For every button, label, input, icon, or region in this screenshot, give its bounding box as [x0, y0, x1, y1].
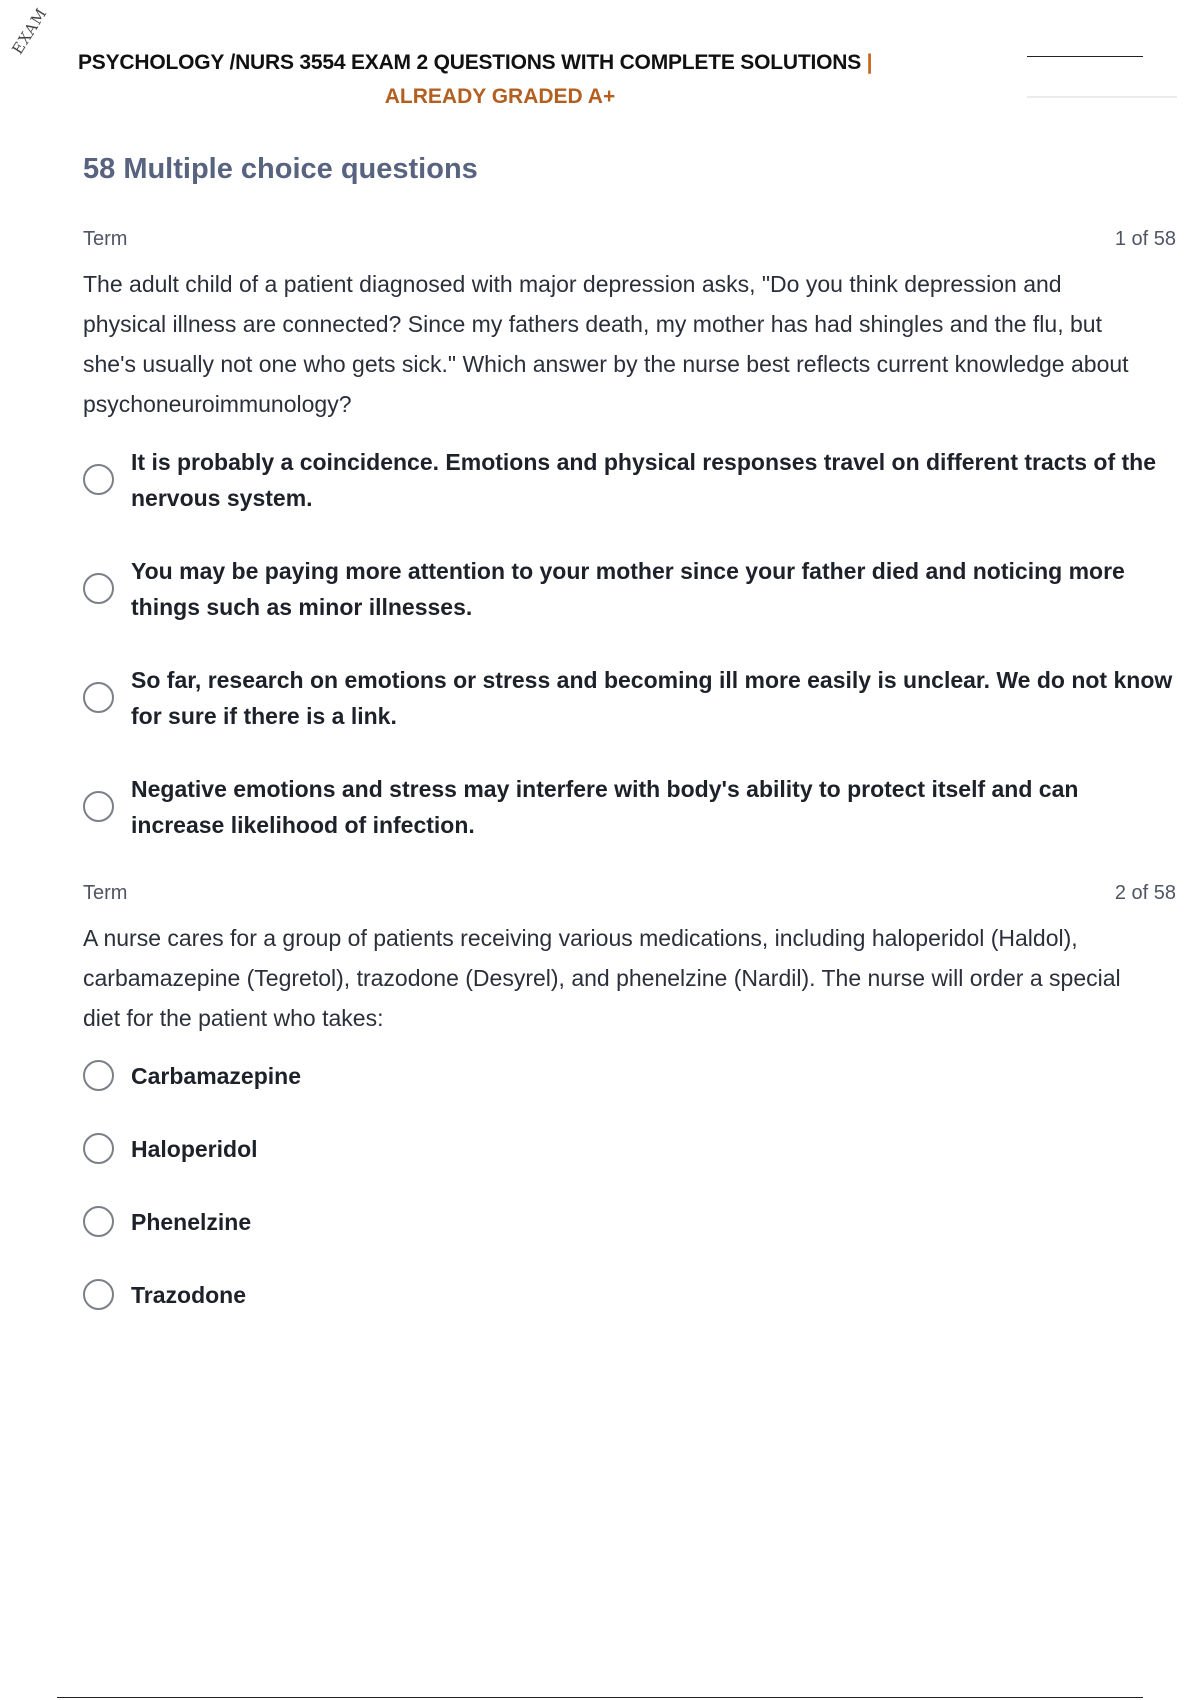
section-title: 58 Multiple choice questions	[83, 153, 478, 185]
term-card	[83, 882, 1176, 1350]
answer-option[interactable]	[83, 662, 1176, 734]
answer-options	[83, 444, 1176, 843]
radio-button-icon[interactable]	[83, 682, 114, 713]
answer-option-text: Trazodone	[131, 1282, 247, 1308]
answer-option-text: Carbamazepine	[131, 1063, 302, 1089]
answer-option[interactable]	[83, 1058, 1176, 1094]
answer-option-text: Negative emotions and stress may interfere with body's ability to protect itself and can increase likelihood of infection.	[131, 776, 1079, 838]
answer-option[interactable]	[83, 444, 1176, 516]
document-subtitle: ALREADY GRADED A+	[384, 85, 616, 108]
document-title	[78, 51, 948, 75]
header-rule-light	[1027, 96, 1177, 98]
answer-options	[83, 1058, 1176, 1313]
radio-button-icon[interactable]	[83, 1279, 114, 1310]
radio-button-icon[interactable]	[83, 1060, 114, 1091]
footer-rule	[57, 1697, 1143, 1698]
answer-option-text: You may be paying more attention to your mother since your father died and noticing more things such as minor illnesses.	[131, 558, 1125, 620]
answer-option[interactable]	[83, 553, 1176, 625]
radio-button-icon[interactable]	[83, 573, 114, 604]
answer-option[interactable]	[83, 1277, 1176, 1313]
term-label: Term	[83, 228, 128, 250]
radio-button-icon[interactable]	[83, 791, 114, 822]
answer-option[interactable]	[83, 1204, 1176, 1240]
term-counter: 1 of 58	[1114, 228, 1176, 250]
answer-option-text: So far, research on emotions or stress and becoming ill more easily is unclear. We do not know for sure if there is a link.	[131, 667, 1173, 729]
header-rule	[1027, 56, 1143, 57]
radio-button-icon[interactable]	[83, 464, 114, 495]
title-separator: |	[866, 51, 873, 74]
question-text: A nurse cares for a group of patients receiving various medications, including haloperidol (Haldol), carbamazepine (Tegretol), trazodone (Desyrel), and phenelzine (Nardil). The nurse will order a special diet for the patient who takes:	[83, 925, 1121, 1031]
answer-option[interactable]	[83, 1131, 1176, 1167]
document-title-text: PSYCHOLOGY /NURS 3554 EXAM 2 QUESTIONS WITH COMPLETE SOLUTIONS	[78, 51, 861, 74]
term-header	[83, 882, 1176, 908]
answer-option-text: Phenelzine	[131, 1209, 252, 1235]
term-counter: 2 of 58	[1114, 882, 1176, 904]
radio-button-icon[interactable]	[83, 1206, 114, 1237]
radio-button-icon[interactable]	[83, 1133, 114, 1164]
answer-option[interactable]	[83, 771, 1176, 843]
term-header	[83, 228, 1176, 254]
term-card	[83, 228, 1176, 880]
answer-option-text: It is probably a coincidence. Emotions and physical responses travel on different tracts of the nervous system.	[131, 449, 1157, 511]
answer-option-text: Haloperidol	[131, 1136, 258, 1162]
question-text: The adult child of a patient diagnosed with major depression asks, "Do you think depression and physical illness are connected? Since my fathers death, my mother has had shingles and the flu, but she's usually not one who gets sick." Which answer by the nurse best reflects current knowledge about psychoneuroimmunology?	[83, 271, 1129, 417]
exam-watermark: EXAM	[8, 4, 51, 58]
term-label: Term	[83, 882, 128, 904]
